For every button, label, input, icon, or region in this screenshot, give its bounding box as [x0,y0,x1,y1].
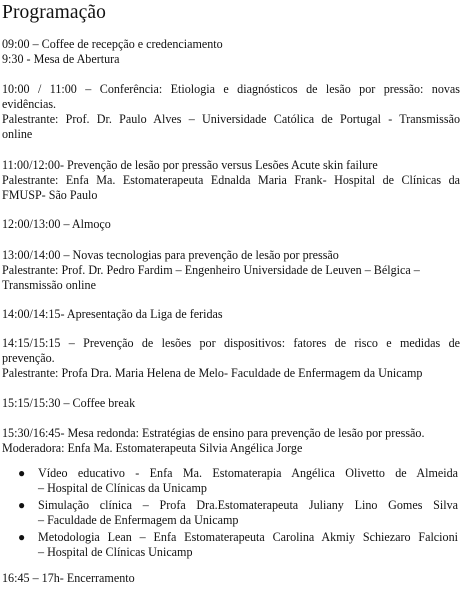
item-line: 9:30 - Mesa de Abertura [2,52,120,67]
item-line: – Hospital de Clínicas Unicamp [38,545,193,560]
item-line: FMUSP- São Paulo [2,188,98,203]
item-line: Palestrante: Prof. Dr. Pedro Fardim – Engenheiro Universidade de Leuven – Bélgica – [2,263,420,278]
item-line: 09:00 – Coffee de recepção e credenciamento [2,37,223,51]
item-line: Vídeo educativo - Enfa Ma. Estomaterapia Angélica Olivetto de Almeida [38,466,458,480]
page-title: Programação [2,2,106,23]
item-line: – Hospital de Clínicas da Unicamp [38,481,207,496]
item-line: online [2,127,33,142]
schedule-item-coffee-break [2,396,460,411]
item-line: 11:00/12:00- Prevenção de lesão por pressão versus Lesões Acute skin failure [2,158,378,172]
item-line: Metodologia Lean – Enfa Estomaterapeuta Carolina Akmiy Schiezaro Falcioni [38,530,458,544]
item-line: 13:00/14:00 – Novas tecnologias para prevenção de lesão por pressão [2,248,339,262]
item-line: 16:45 – 17h- Encerramento [2,571,135,585]
bullet-icon: ● [18,530,26,544]
schedule-item-prevention [2,158,460,203]
bullet-icon: ● [18,498,26,512]
item-line: Transmissão online [2,278,96,293]
schedule-item-round-table [2,426,460,456]
item-line: 10:00 / 11:00 – Conferência: Etiologia e diagnósticos de lesão por pressão: novas [2,82,460,96]
item-line: – Faculdade de Enfermagem da Unicamp [38,513,239,528]
schedule-item-devices [2,336,460,381]
schedule-item-technologies [2,248,460,293]
item-line: Palestrante: Prof. Dr. Paulo Alves – Universidade Católica de Portugal - Transmissão [2,112,460,127]
item-line: Simulação clínica – Profa Dra.Estomaterapeuta Juliany Lino Gomes Silva [38,498,458,512]
schedule-item-closing [2,571,460,586]
item-line: 15:15/15:30 – Coffee break [2,396,136,410]
item-line: 15:30/16:45- Mesa redonda: Estratégias de ensino para prevenção de lesão por pressão. [2,426,425,440]
item-line: 12:00/13:00 – Almoço [2,217,111,231]
item-line: 14:15/15:15 – Prevenção de lesões por dispositivos: fatores de risco e medidas de [2,336,460,350]
item-line: Moderadora: Enfa Ma. Estomaterapeuta Silvia Angélica Jorge [2,441,303,456]
bullet-icon: ● [18,466,26,480]
schedule-item-lunch [2,217,460,232]
schedule-item-conference [2,82,460,142]
item-line: evidências. [2,97,57,112]
item-line: Palestrante: Enfa Ma. Estomaterapeuta Ednalda Maria Frank- Hospital de Clínicas da [2,173,460,188]
item-line: prevenção. [2,351,55,366]
schedule-item-coffee [2,37,460,67]
schedule-item-league [2,307,460,322]
item-line: Palestrante: Profa Dra. Maria Helena de Melo- Faculdade de Enfermagem da Unicamp [2,366,423,381]
item-line: 14:00/14:15- Apresentação da Liga de feridas [2,307,223,321]
